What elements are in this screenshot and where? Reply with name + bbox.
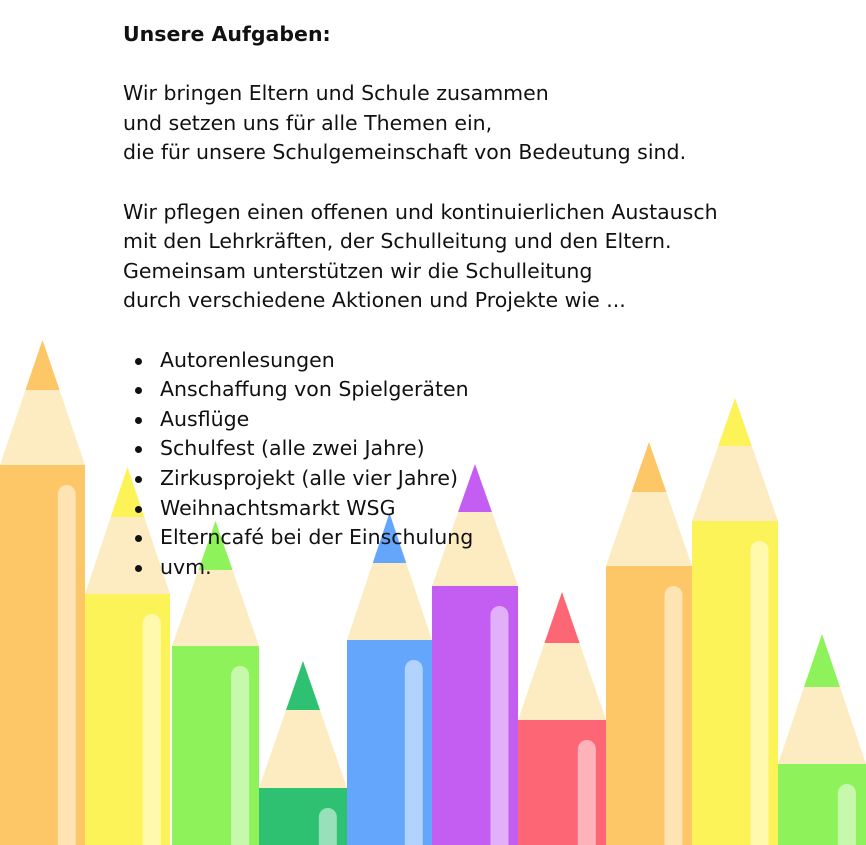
pencil-tip (26, 340, 60, 390)
pencil-darkgreen (259, 661, 347, 845)
exchange-line: Gemeinsam unterstützen wir die Schulleitung (123, 258, 593, 283)
list-item: Zirkusprojekt (alle vier Jahre) (160, 464, 823, 494)
pencil-highlight (578, 740, 596, 845)
pencil-highlight (838, 784, 856, 845)
pencil-highlight (750, 541, 768, 845)
pencil-highlight (405, 660, 423, 845)
list-item: Weihnachtsmarkt WSG (160, 494, 823, 524)
section-heading: Unsere Aufgaben: (123, 22, 331, 46)
list-item: Ausflüge (160, 405, 823, 435)
intro-paragraph (123, 79, 823, 168)
pencil-red (518, 592, 606, 845)
pencil-orange-left (0, 340, 85, 845)
exchange-line: durch verschiedene Aktionen und Projekte wie ... (123, 288, 626, 313)
intro-line: und setzen uns für alle Themen ein, (123, 110, 493, 135)
pencil-tip (286, 661, 320, 710)
projects-list (123, 346, 823, 583)
list-item: Schulfest (alle zwei Jahre) (160, 434, 823, 464)
intro-line: die für unsere Schulgemeinschaft von Bedeutung sind. (123, 140, 687, 165)
pencil-highlight (490, 606, 508, 845)
list-item: Anschaffung von Spielgeräten (160, 375, 823, 405)
pencil-highlight (143, 614, 161, 845)
pencil-highlight (664, 586, 682, 845)
pencil-highlight (231, 666, 249, 845)
list-item: uvm. (160, 553, 823, 583)
pencil-tip (544, 592, 579, 643)
list-item: Autorenlesungen (160, 346, 823, 376)
pencil-tip (804, 634, 840, 687)
intro-line: Wir bringen Eltern und Schule zusammen (123, 81, 549, 106)
exchange-paragraph (123, 198, 823, 316)
exchange-line: mit den Lehrkräften, der Schulleitung und den Eltern. (123, 229, 672, 254)
content (123, 20, 823, 582)
pencil-green-right (778, 634, 866, 845)
exchange-line: Wir pflegen einen offenen und kontinuierlichen Austausch (123, 199, 718, 224)
pencil-highlight (58, 485, 76, 845)
pencil-highlight (319, 808, 337, 845)
list-item: Elterncafé bei der Einschulung (160, 523, 823, 553)
